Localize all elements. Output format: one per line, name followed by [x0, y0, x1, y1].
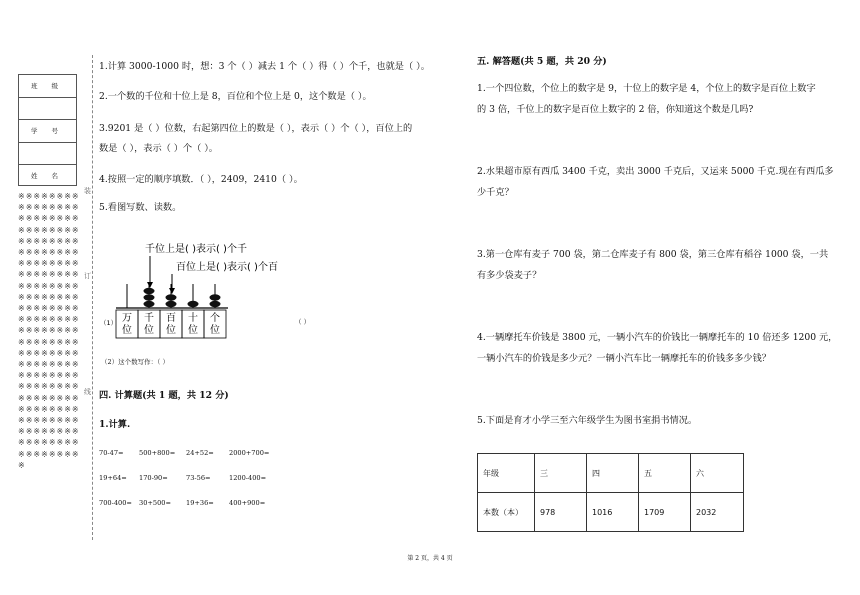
- abacus-cell-char: 个: [210, 313, 220, 324]
- section4-title: 四. 计算题(共 1 题，共 12 分): [99, 390, 229, 401]
- table-cell: 四: [587, 454, 639, 493]
- right-q1-line1: 1.一个四位数，个位上的数字是 9，十位上的数字是 4，个位上的数字是百位上数字: [477, 83, 816, 94]
- right-q1-line2: 的 3 倍，千位上的数字是百位上数字的 2 倍，你知道这个数是几吗?: [477, 104, 754, 115]
- left-q4: 4.按照一定的顺序填数．（ ），2409，2410（ ）。: [99, 174, 303, 185]
- student-no-label: 学 号: [19, 120, 76, 143]
- calc-title: 1.计算.: [99, 419, 131, 430]
- table-cell: 六: [691, 454, 744, 493]
- right-q3-line1: 3.第一仓库有麦子 700 袋，第二仓库麦子有 800 袋，第三仓库有稻谷 1000 袋，一共: [477, 249, 829, 260]
- binding-mark-xian: 线: [84, 388, 91, 396]
- binding-mark-ding: 订: [84, 272, 91, 280]
- margin-pattern: ※※※※※※※※※※※※※※※※※※※※※※※※※※※※※※※※※※※※※※※※※※※※※※※※※※※※※※※※※※※※※※※※※※※※※※※※※※※※※※※※※※※※※※※※※※※※※※※※※※※※※※※※※※※※※※※※※※※※※※※※※※※※※※※※※※※※※※※※※※※※※※※※※※※※※※※※※※※※※※※※※※※※※※※※※※※※※※※※※※※※※※※※※※※※※※※※※: [18, 192, 80, 470]
- right-q2-line1: 2.水果超市原有西瓜 3400 千克，卖出 3000 千克后，又运来 5000 千克.现在有西瓜多: [477, 166, 834, 177]
- page-footer: 第 2 页，共 4 页: [407, 555, 453, 562]
- left-q1: 1.计算 3000-1000 时，想：3 个（ ）减去 1 个（ ）得（ ）个千，也就是（ ）。: [99, 61, 430, 72]
- right-q4-line1: 4.一辆摩托车价钱是 3800 元，一辆小汽车的价钱比一辆摩托车的 10 倍还多 1200 元，: [477, 332, 838, 343]
- right-q3-line2: 有多少袋麦子？: [477, 270, 542, 281]
- table-row: [478, 493, 744, 532]
- calc-item: 400+900=: [229, 499, 266, 507]
- table-cell: 五: [639, 454, 691, 493]
- left-q2: 2.一个数的千位和十位上是 8，百位和个位上是 0，这个数是（ ）。: [99, 91, 372, 102]
- abacus-cell-char: 位: [144, 325, 154, 336]
- abacus-bead: [166, 301, 177, 307]
- abacus-label-hundreds: 百位上是( )表示( )个百: [176, 262, 278, 273]
- calc-item: 2000+700=: [229, 449, 270, 457]
- binding-mark-zhuang: 装: [84, 187, 91, 195]
- abacus-bead: [144, 288, 155, 294]
- abacus-bead: [166, 294, 177, 300]
- table-cell: 本数（本）: [478, 493, 535, 532]
- table-cell: 978: [535, 493, 587, 532]
- table-cell: 1016: [587, 493, 639, 532]
- abacus-bead: [144, 294, 155, 300]
- student-no-blank: [19, 143, 76, 166]
- abacus-figure: [100, 236, 330, 346]
- abacus-cell-char: 千: [144, 313, 154, 324]
- table-cell: 2032: [691, 493, 744, 532]
- abacus-bead: [210, 301, 221, 307]
- section5-title: 五. 解答题(共 5 题，共 20 分): [477, 56, 607, 67]
- table-cell: 年级: [478, 454, 535, 493]
- abacus-cell-char: 十: [188, 313, 198, 324]
- right-q4-line2: 一辆小汽车的价钱是多少元？一辆小汽车比一辆摩托车的价钱多多少钱？: [477, 353, 771, 364]
- abacus-cell-char: 万: [122, 313, 132, 324]
- abacus-cell-char: 位: [188, 325, 198, 336]
- right-q5: 5.下面是育才小学三至六年级学生为图书室捐书情况。: [477, 415, 698, 426]
- abacus-cell-char: 位: [166, 325, 176, 336]
- calc-item: 1200-400=: [229, 474, 267, 482]
- left-q3-line1: 3.9201 是（ ）位数，右起第四位上的数是（ ），表示（ ）个（ ），百位上的: [99, 123, 413, 134]
- abacus-label-thousands: 千位上是( )表示( )个千: [145, 244, 247, 255]
- calc-item: 500+800=: [139, 449, 176, 457]
- calc-item: 70-47=: [99, 449, 124, 457]
- abacus-item1-blank: （ ）: [295, 318, 311, 326]
- arrow-hundreds-head: [169, 288, 175, 294]
- calc-item: 30+500=: [139, 499, 172, 507]
- abacus-bead: [210, 294, 221, 300]
- arrow-thousands-head: [147, 282, 153, 288]
- table-cell: 1709: [639, 493, 691, 532]
- calc-item: 19+64=: [99, 474, 127, 482]
- left-q5: 5.看图写数、读数。: [99, 202, 182, 213]
- abacus-bead: [188, 301, 199, 307]
- name-label: 姓 名: [30, 172, 65, 181]
- calc-item: 19+36=: [186, 499, 214, 507]
- left-q3-line2: 数是（ ），表示（ ）个（ ）。: [99, 143, 218, 154]
- abacus-cell-char: 位: [122, 325, 132, 336]
- calc-item: 73-56=: [186, 474, 211, 482]
- right-q2-line2: 少千克？: [477, 187, 514, 198]
- abacus-item2: （2）这个数写作：（ ）: [101, 358, 169, 366]
- class-blank: [19, 98, 76, 121]
- class-label: 班 级: [19, 75, 76, 98]
- table-row: [478, 454, 744, 493]
- calc-item: 700-400=: [99, 499, 132, 507]
- table-cell: 三: [535, 454, 587, 493]
- abacus-cell-char: 百: [166, 313, 176, 324]
- calc-item: 170-90=: [139, 474, 168, 482]
- binding-line: [92, 55, 93, 540]
- abacus-item1: （1）: [100, 319, 118, 327]
- abacus-cell-char: 位: [210, 325, 220, 336]
- donation-table: [477, 453, 744, 532]
- student-info-box: [18, 74, 77, 186]
- abacus-bead: [144, 301, 155, 307]
- calc-item: 24+52=: [186, 449, 214, 457]
